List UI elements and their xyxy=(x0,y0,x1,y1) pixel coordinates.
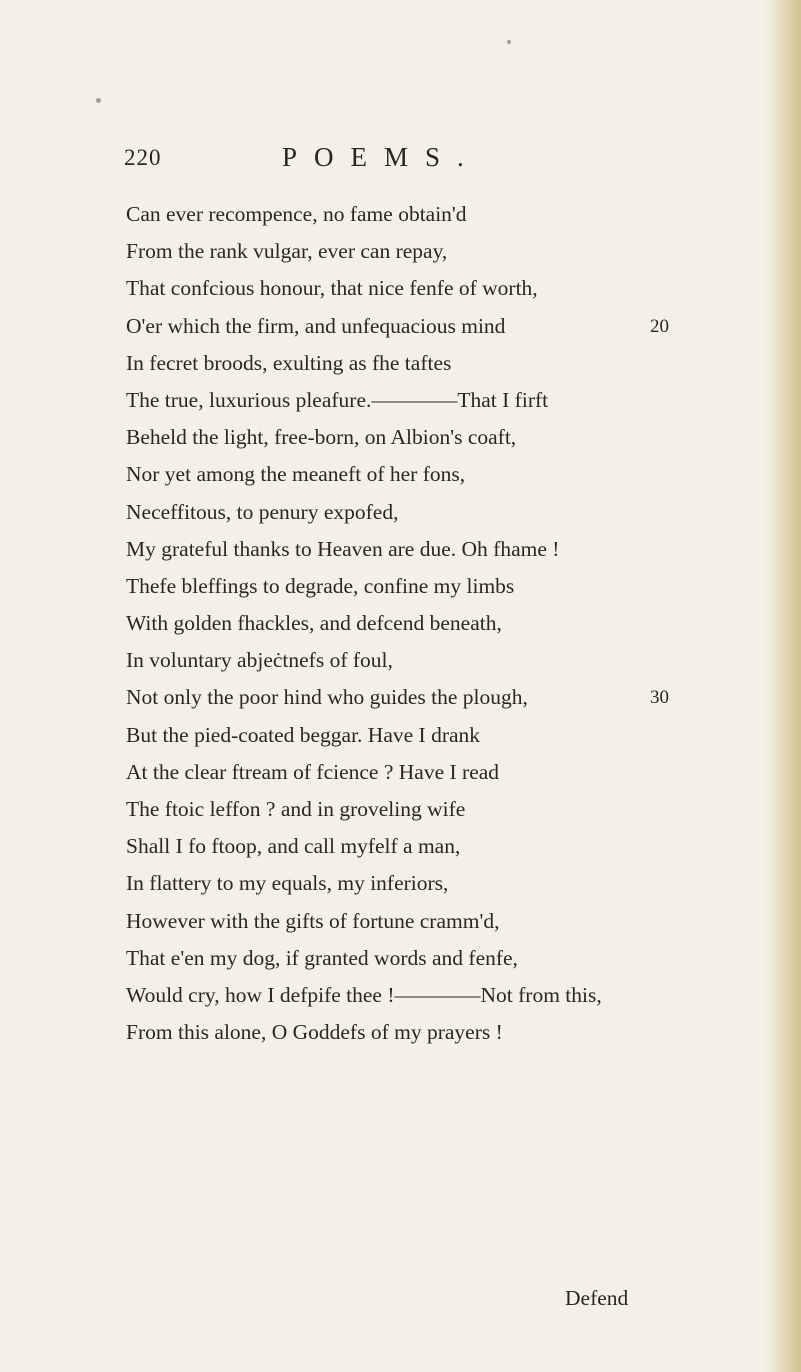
poem-line: From this alone, O Goddefs of my prayers ! xyxy=(126,1020,503,1045)
running-title: POEMS. xyxy=(282,142,481,172)
poem-line: In fecret broods, exulting as fhe taftes xyxy=(126,350,452,375)
page-edge-shadow xyxy=(765,0,801,1372)
page-header xyxy=(0,142,801,185)
poem-text xyxy=(126,196,669,1051)
paper-speck xyxy=(96,98,101,103)
poem-line: O'er which the firm, and unfequacious mind 20 xyxy=(126,308,666,345)
poem-line: At the clear ftream of fcience ? Have I read xyxy=(126,759,500,784)
poem-line: In flattery to my equals, my inferiors, xyxy=(126,871,449,896)
poem-line: Can ever recompence, no fame obtain'd xyxy=(126,202,467,226)
poem-line: In voluntary abjeċtnefs of foul, xyxy=(126,648,393,673)
poem-line: The ftoic leffon ? and in groveling wife xyxy=(126,797,466,821)
poem-line: Nor yet among the meaneft of her fons, xyxy=(126,462,466,487)
poem-line: But the pied-coated beggar. Have I drank xyxy=(126,722,481,747)
poem-line: From the rank vulgar, ever can repay, xyxy=(126,239,448,264)
page-number: 220 xyxy=(124,145,162,170)
paper-speck xyxy=(507,40,511,44)
line-number: 20 xyxy=(650,315,669,337)
poem-line: However with the gifts of fortune cramm'd, xyxy=(126,908,500,933)
line-number: 30 xyxy=(650,687,669,709)
poem-line: Neceffitous, to penury expofed, xyxy=(126,499,399,524)
poem-line: Shall I fo ftoop, and call myfelf a man, xyxy=(126,834,461,859)
poem-line: Would cry, how I defpife thee !————Not from this, xyxy=(126,982,602,1007)
poem-line: With golden fhackles, and defcend beneath, xyxy=(126,611,502,636)
poem-line: Thefe bleffings to degrade, confine my limbs xyxy=(126,573,515,598)
poem-line: That confcious honour, that nice fenfe of worth, xyxy=(126,276,538,301)
poem-line: Not only the poor hind who guides the plough, 30 xyxy=(126,679,666,716)
catchword: Defend xyxy=(565,1286,629,1310)
poem-line: That e'en my dog, if granted words and fenfe, xyxy=(126,945,518,970)
poem-line: The true, luxurious pleafure.————That I firft xyxy=(126,387,549,412)
poem-line: Beheld the light, free-born, on Albion's coaft, xyxy=(126,425,517,450)
poem-line: My grateful thanks to Heaven are due. Oh fhame ! xyxy=(126,536,560,561)
